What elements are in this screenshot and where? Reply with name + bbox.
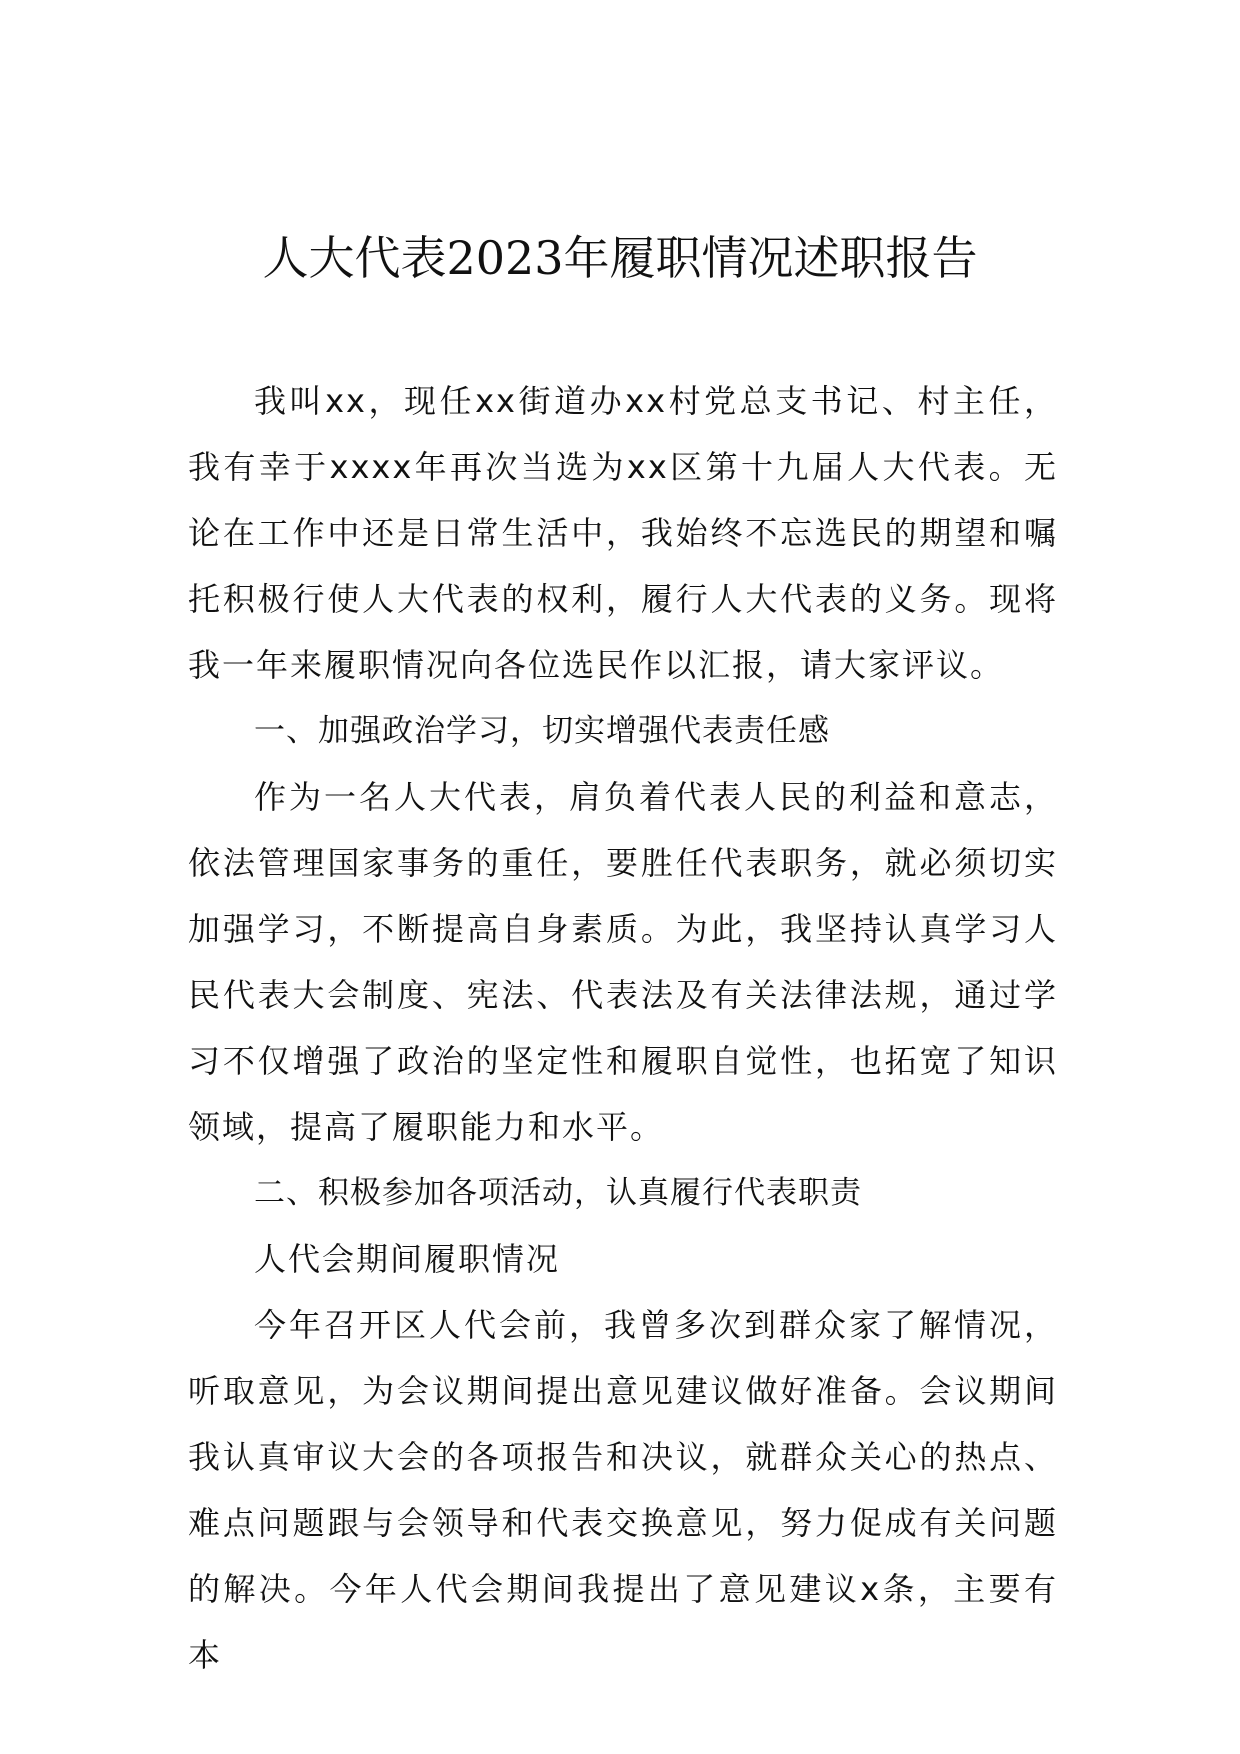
- paragraph-congress-session: 今年召开区人代会前，我曾多次到群众家了解情况，听取意见，为会议期间提出意见建议做好准备。会议期间我认真审议大会的各项报告和决议，就群众关心的热点、难点问题跟与会领导和代表交换意见，努力促成有关问题的解决。今年人代会期间我提出了意见建议x条，主要有本: [188, 1306, 1058, 1674]
- section-heading-1: 一、加强政治学习，切实增强代表责任感: [254, 713, 830, 749]
- document-body: [188, 368, 1058, 1688]
- paragraph-political-study: 作为一名人大代表，肩负着代表人民的利益和意志，依法管理国家事务的重任，要胜任代表职务，就必须切实加强学习，不断提高自身素质。为此，我坚持认真学习人民代表大会制度、宪法、代表法及有关法律法规，通过学习不仅增强了政治的坚定性和履职自觉性，也拓宽了知识领域，提高了履职能力和水平。: [188, 778, 1058, 1146]
- paragraph-intro: 我叫xx，现任xx街道办xx村党总支书记、村主任，我有幸于xxxx年再次当选为xx区第十九届人大代表。无论在工作中还是日常生活中，我始终不忘选民的期望和嘱托积极行使人大代表的权利，履行人大代表的义务。现将我一年来履职情况向各位选民作以汇报，请大家评议。: [188, 382, 1058, 684]
- document-title: 人大代表2023年履职情况述职报告: [262, 231, 978, 285]
- subsection-heading-1: 人代会期间履职情况: [254, 1240, 561, 1278]
- section-heading-2: 二、积极参加各项活动，认真履行代表职责: [254, 1175, 862, 1211]
